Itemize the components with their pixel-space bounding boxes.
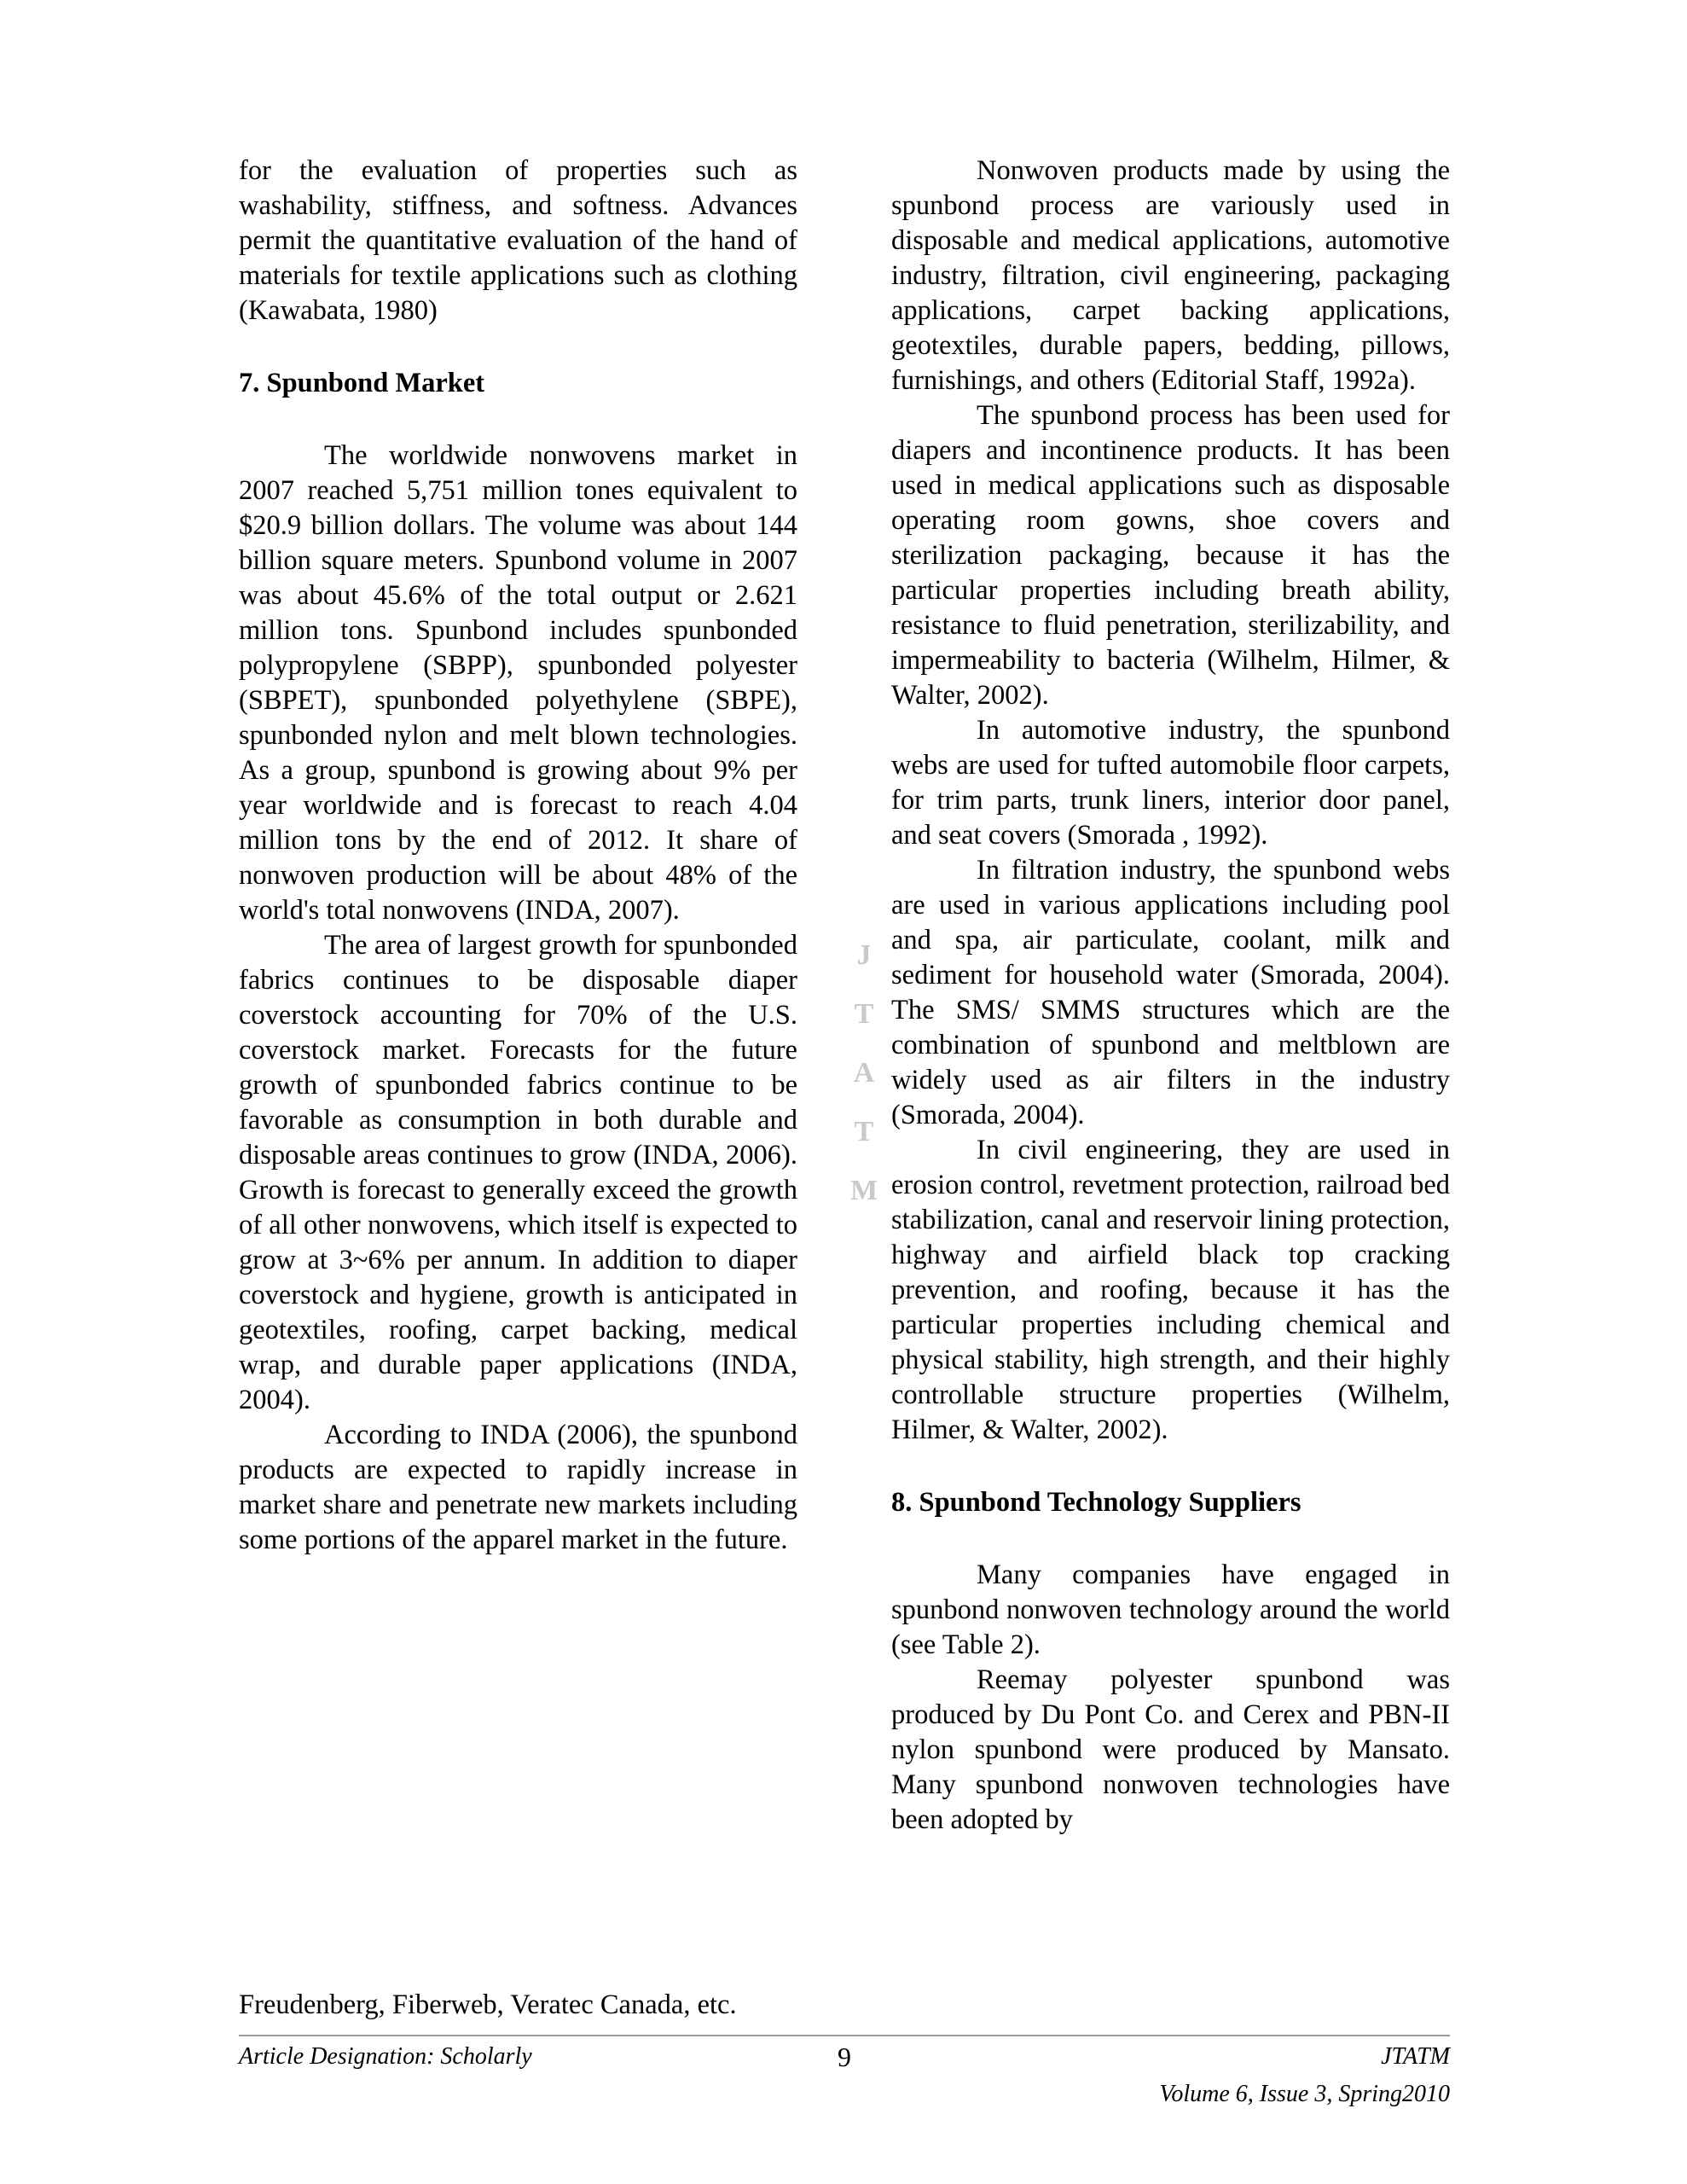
spacer bbox=[239, 328, 797, 366]
volume-issue: Volume 6, Issue 3, Spring2010 bbox=[1159, 2081, 1450, 2107]
spacer bbox=[891, 1520, 1450, 1558]
footer-row-secondary bbox=[239, 2077, 1450, 2113]
paragraph: Many companies have engaged in spunbond nonwoven technology around the world (see Table 2). bbox=[891, 1560, 1450, 1660]
two-column-layout bbox=[239, 154, 1450, 1838]
journal-abbreviation: JTATM bbox=[1381, 2043, 1450, 2070]
right-column bbox=[891, 154, 1450, 1838]
paragraph: In civil engineering, they are used in erosion control, revetment protection, railroad bed stabilization, canal and reservoir lining protection, highway and airfield black top cracking prevention, and roofing, because it has the particular properties including chemical and physical stability, high strength, and their highly controllable structure properties (Wilhelm, Hilmer, & Walter, 2002). bbox=[891, 1135, 1450, 1445]
watermark-letter-t1: T bbox=[854, 998, 874, 1030]
watermark-letter-m: M bbox=[849, 1175, 878, 1206]
watermark-letter-a: A bbox=[853, 1057, 875, 1089]
article-designation: Article Designation: Scholarly bbox=[239, 2043, 532, 2070]
watermark-letter-t2: T bbox=[854, 1116, 874, 1147]
footer-row-primary bbox=[239, 2040, 1450, 2076]
section-heading-8: 8. Spunbond Technology Suppliers bbox=[891, 1487, 1301, 1518]
paragraph: In filtration industry, the spunbond webs are used in various applications including pool and spa, air particulate, coolant, milk and sediment for household water (Smorada, 2004). The SMS/ SMMS structures which are the combination of spunbond and meltblown are widely used as air filters in the industry (Smorada, 2004). bbox=[891, 855, 1450, 1130]
paragraph: The worldwide nonwovens market in 2007 reached 5,751 million tones equivalent to $20.9 billion dollars. The volume was about 144 billion square meters. Spunbond volume in 2007 was about 45.6% of the total output or 2.621 million tons. Spunbond includes spunbonded polypropylene (SBPP), spunbonded polyester (SBPET), spunbonded polyethylene (SBPE), spunbonded nylon and melt blown technologies. As a group, spunbond is growing about 9% per year worldwide and is forecast to reach 4.04 million tons by the end of 2012. It share of nonwoven production will be about 48% of the world's total nonwovens (INDA, 2007). bbox=[239, 440, 797, 926]
page-number: 9 bbox=[838, 2042, 851, 2072]
paragraph: According to INDA (2006), the spunbond products are expected to rapidly increase in market share and penetrate new markets including some portions of the apparel market in the future. bbox=[239, 1420, 797, 1555]
footer-divider bbox=[239, 2035, 1450, 2036]
page-content bbox=[239, 154, 1450, 1928]
spacer bbox=[891, 1448, 1450, 1485]
left-column bbox=[239, 154, 797, 1838]
paragraph: Nonwoven products made by using the spunbond process are variously used in disposable and medical applications, automotive industry, filtration, civil engineering, packaging applications, carpet backing applications, geotextiles, durable papers, bedding, pillows, furnishings, and others (Editorial Staff, 1992a). bbox=[891, 155, 1450, 396]
page-footer bbox=[239, 2035, 1450, 2113]
orphan-overflow-line: Freudenberg, Fiberweb, Veratec Canada, etc. bbox=[239, 1989, 737, 2020]
spacer bbox=[239, 401, 797, 439]
watermark-letter-j: J bbox=[856, 939, 872, 971]
section-heading-7: 7. Spunbond Market bbox=[239, 368, 485, 398]
paragraph: The area of largest growth for spunbonded fabrics continues to be disposable diaper coverstock accounting for 70% of the U.S. coverstock market. Forecasts for the future growth of spunbonded fabrics continue to be favorable as consumption in both durable and disposable areas continues to grow (INDA, 2006). Growth is forecast to generally exceed the growth of all other nonwovens, which itself is expected to grow at 3~6% per annum. In addition to diaper coverstock and hygiene, growth is anticipated in geotextiles, roofing, carpet backing, medical wrap, and durable paper applications (INDA, 2004). bbox=[239, 930, 797, 1415]
paragraph: Reemay polyester spunbond was produced by Du Pont Co. and Cerex and PBN-II nylon spunbond were produced by Mansato. Many spunbond nonwoven technologies have been adopted by bbox=[891, 1664, 1450, 1835]
continued-paragraph: for the evaluation of properties such as washability, stiffness, and softness. Advances permit the quantitative evaluation of the hand of materials for textile applications such as clothing (Kawabata, 1980) bbox=[239, 155, 797, 326]
paragraph: The spunbond process has been used for diapers and incontinence products. It has been used in medical applications such as disposable operating room gowns, shoe covers and sterilization packaging, because it has the particular properties including breath ability, resistance to fluid penetration, sterilizability, and impermeability to bacteria (Wilhelm, Hilmer, & Walter, 2002). bbox=[891, 400, 1450, 711]
paragraph: In automotive industry, the spunbond webs are used for tufted automobile floor carpets, for trim parts, trunk liners, interior door panel, and seat covers (Smorada , 1992). bbox=[891, 715, 1450, 851]
